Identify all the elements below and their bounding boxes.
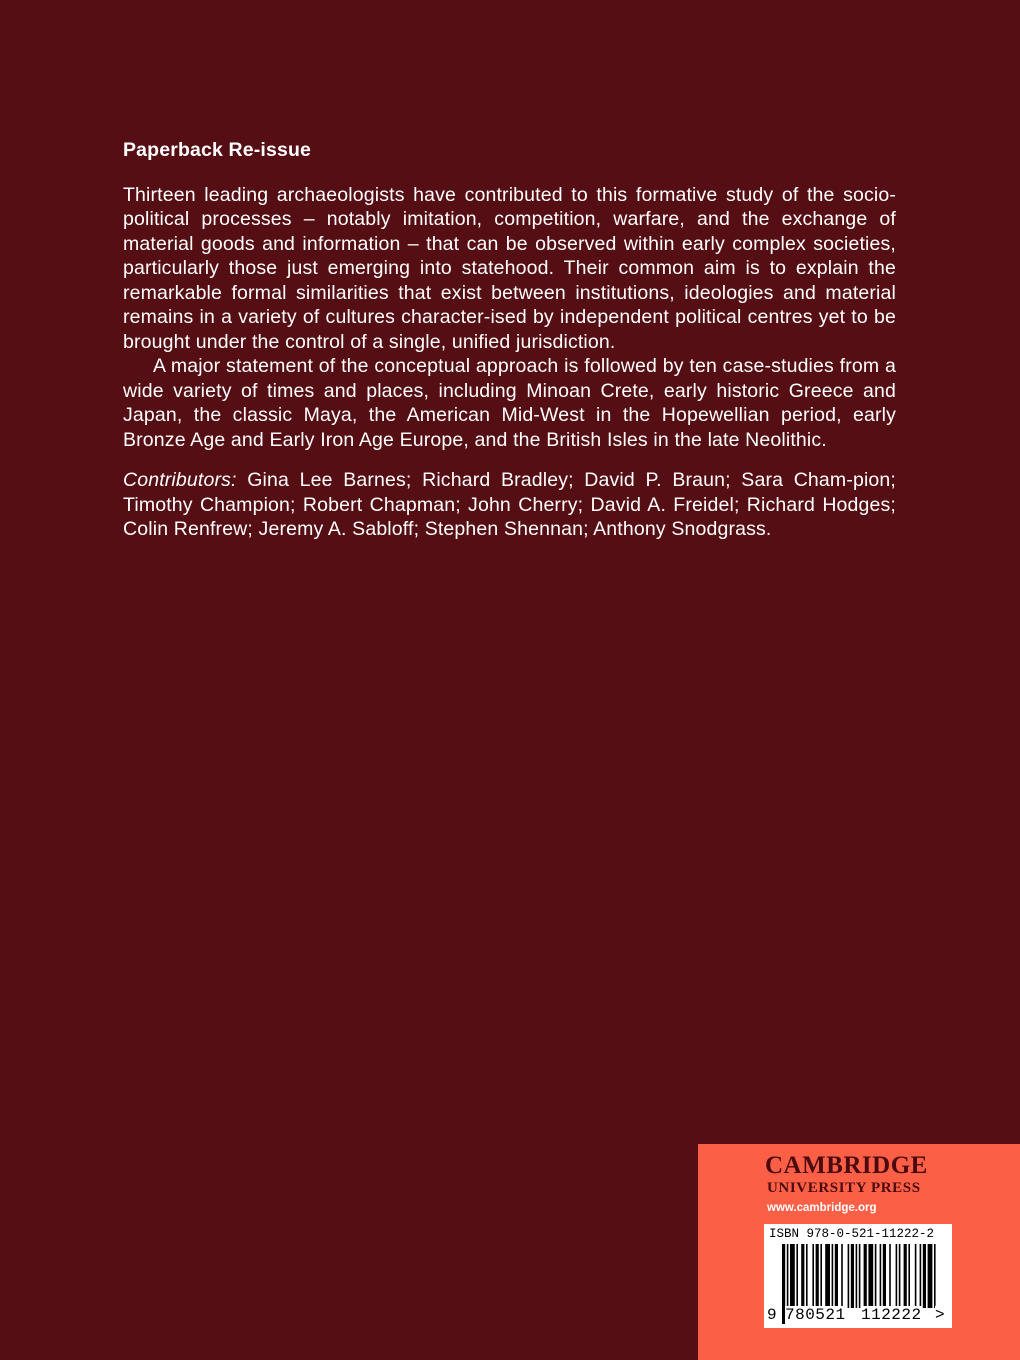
barcode-bar	[868, 1244, 873, 1308]
barcode-bar	[812, 1244, 814, 1308]
barcode-bar	[856, 1244, 858, 1308]
barcode-bar	[851, 1244, 854, 1308]
barcode-bar	[820, 1244, 822, 1308]
barcode-bar	[934, 1244, 936, 1308]
cover-heading: Paperback Re-issue	[123, 139, 312, 161]
barcode-bar	[832, 1244, 834, 1308]
publisher-url: www.cambridge.org	[767, 1202, 877, 1214]
barcode-bar	[835, 1244, 838, 1308]
barcode-digit-group-2: 112222	[861, 1306, 922, 1324]
barcode-bar	[825, 1244, 830, 1308]
barcode-bar	[883, 1244, 886, 1308]
barcode-digit-group-1: 780521	[785, 1306, 846, 1324]
barcode-bar	[915, 1244, 917, 1308]
contributors-label: Contributors:	[123, 469, 237, 491]
barcode-bar	[880, 1244, 882, 1308]
contributors-paragraph	[123, 468, 896, 542]
barcode-box	[764, 1224, 952, 1328]
publisher-panel	[698, 1144, 1020, 1360]
barcode-bar	[928, 1244, 933, 1308]
barcode-digit-lead: 9	[767, 1306, 778, 1324]
barcode-bar	[875, 1244, 877, 1308]
barcode-bar	[801, 1244, 804, 1308]
barcode-bar	[923, 1244, 926, 1308]
barcode-bar	[859, 1244, 861, 1308]
publisher-name: CAMBRIDGE	[765, 1152, 928, 1179]
description-paragraph-1: Thirteen leading archaeologists have contributed to this formative study of the socio-political processes – notably imitation, competition, warfare, and the exchange of material goods and information – that can be observed within early complex societies, particularly those just emerging into statehood. Their common aim is to explain the remarkable formal similarities that exist between institutions, ideologies and material remains in a variety of cultures character-ised by independent political centres yet to be brought under the control of a single, unified jurisdiction.	[123, 183, 896, 353]
barcode-bar	[864, 1244, 867, 1308]
barcode-bar	[848, 1244, 850, 1308]
isbn-label: ISBN 978-0-521-11222-2	[769, 1227, 935, 1241]
publisher-subtitle: UNIVERSITY PRESS	[767, 1180, 921, 1196]
back-cover-text	[123, 138, 896, 542]
description-paragraph-2: A major statement of the conceptual approach is followed by ten case-studies from a wide variety of times and places, including Minoan Crete, early historic Greece and Japan, the classic Maya, the American Mid-West in the Hopewellian period, early Bronze Age and Early Iron Age Europe, and the British Isles in the late Neolithic.	[123, 355, 896, 451]
barcode-bar	[889, 1244, 891, 1308]
barcode-bar	[908, 1244, 910, 1308]
barcode-bar	[796, 1244, 798, 1308]
barcode-bar	[841, 1244, 843, 1308]
contributors-list: Gina Lee Barnes; Richard Bradley; David P. Braun; Sara Cham-pion; Timothy Champion; Robert Chapman; John Cherry; David A. Freidel; Richard Hodges; Colin Renfrew; Jeremy A. Sabloff; Stephen Shennan; Anthony Snodgrass.	[123, 469, 896, 540]
barcode-bar	[816, 1244, 819, 1308]
barcode-bar	[904, 1244, 907, 1308]
barcode-bar	[806, 1244, 808, 1308]
barcode-digit-tail: >	[935, 1306, 946, 1324]
barcode-bar	[790, 1244, 795, 1308]
barcode-bar	[920, 1244, 922, 1308]
